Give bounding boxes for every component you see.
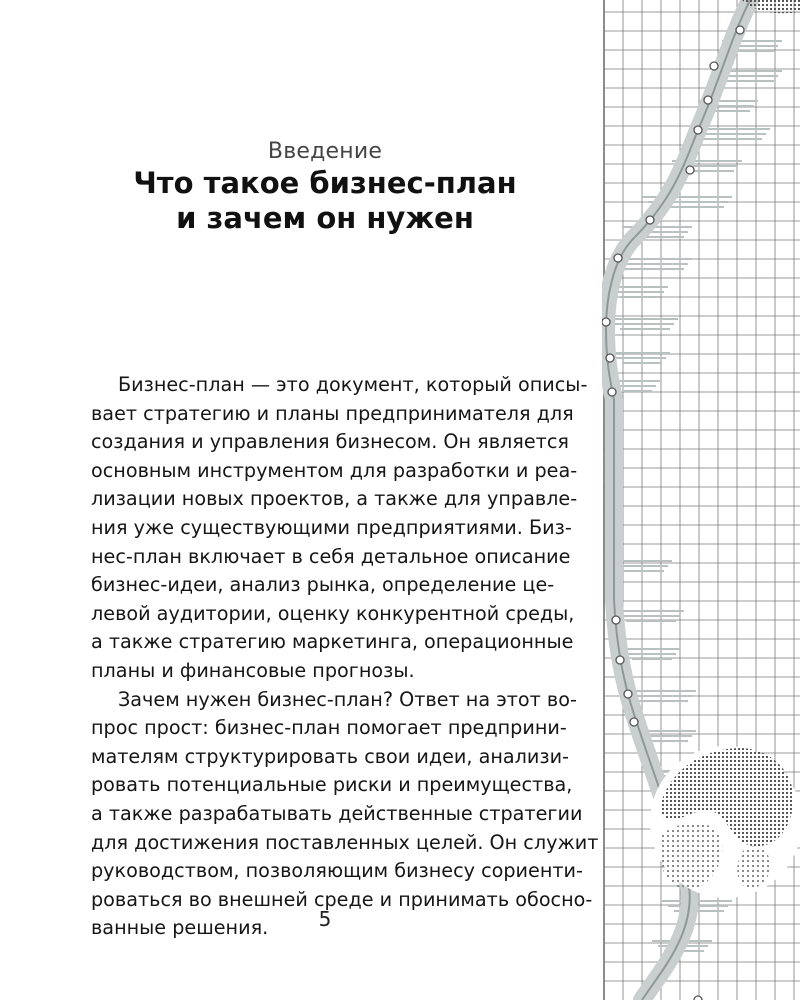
graph-point-marker <box>694 996 702 1000</box>
hatch-stroke <box>638 700 688 702</box>
hatch-stroke <box>642 196 732 198</box>
hatch-stroke <box>616 385 656 387</box>
paragraph-2-line: мателям структурировать свои идеи, анализи- <box>91 744 569 768</box>
hatch-stroke <box>702 138 762 140</box>
hatch-stroke <box>632 658 672 660</box>
section-label: Введение <box>267 139 383 164</box>
hatch-stroke <box>648 740 688 742</box>
graph-paper-chart-icon <box>602 0 800 1000</box>
hatch-stroke <box>622 362 662 364</box>
graph-point-marker <box>624 690 632 698</box>
chapter-title-line-2: и зачем он нужен <box>176 201 474 235</box>
chapter-title-line-1: Что такое бизнес-план <box>133 166 517 200</box>
hatch-stroke <box>618 263 688 265</box>
graph-point-marker <box>710 62 718 70</box>
graph-point-marker <box>704 96 712 104</box>
graph-point-marker <box>736 26 744 34</box>
graph-point-marker <box>606 354 614 362</box>
hatch-stroke <box>632 695 692 697</box>
hatch-stroke <box>614 323 674 325</box>
hatch-stroke <box>626 653 676 655</box>
paragraph-1-line: левой аудитории, оценку конкурентной среды, <box>91 601 575 625</box>
hatch-stroke <box>710 110 750 112</box>
paragraph-2-line: руководством, позволяющим бизнесу сориенти- <box>91 859 583 883</box>
paragraph-2-line: Зачем нужен бизнес-план? Ответ на этот во- <box>118 687 577 711</box>
graph-point-marker <box>630 718 638 726</box>
hatch-stroke <box>614 610 684 612</box>
hatch-stroke <box>610 352 670 354</box>
hatch-stroke <box>734 50 774 52</box>
graph-point-marker <box>646 216 654 224</box>
paragraph-1-line: ния уже существующими предприятиями. Биз- <box>91 515 572 539</box>
hatch-stroke <box>626 620 676 622</box>
paragraph-2-line: а также разрабатывать действенные стратегии <box>91 801 583 825</box>
paragraph-1-line: основным инструментом для разработки и реа- <box>91 458 578 482</box>
hatch-stroke <box>620 296 660 298</box>
page-number: 5 <box>318 907 332 931</box>
paragraph-2-line: ровать потенциальные риски и преимущества, <box>91 773 573 797</box>
graph-point-marker <box>602 318 610 326</box>
hatch-stroke <box>620 648 680 650</box>
paragraph-1-line: нес-план включает в себя детальное описание <box>91 544 571 568</box>
hatch-stroke <box>622 390 652 392</box>
paragraph-1-line: создания и управления бизнесом. Он является <box>91 430 569 454</box>
hatch-stroke <box>616 357 666 359</box>
paragraph-1-line: а также стратегию маркетинга, операционные <box>91 630 574 654</box>
graph-point-marker <box>612 616 620 624</box>
hatch-stroke <box>614 291 664 293</box>
body-text <box>91 371 599 943</box>
paragraph-2-line: ванные решения. <box>91 916 269 940</box>
graph-point-marker <box>614 254 622 262</box>
graph-point-marker <box>608 388 616 396</box>
hatch-stroke <box>724 80 774 82</box>
paragraph-1-line: планы и финансовые прогнозы. <box>91 658 415 682</box>
hatch-stroke <box>618 565 668 567</box>
paragraph-1-line: Бизнес-план — это документ, который описы- <box>118 373 588 396</box>
globe-icon <box>650 746 800 898</box>
paragraph-2-line: роваться во внешней среде и принимать обосно- <box>91 887 593 911</box>
paragraph-1-line: бизнес-идеи, анализ рынка, определение це- <box>91 573 555 597</box>
paragraph-1-line: вает стратегию и планы предпринимателя для <box>91 401 574 425</box>
hatch-stroke <box>624 570 664 572</box>
hatch-stroke <box>620 328 670 330</box>
paragraph-2-line: прос прост: бизнес-план помогает предприни- <box>91 716 567 740</box>
graph-point-marker <box>686 166 694 174</box>
paragraph-2-line: для достижения поставленных целей. Он служит <box>91 830 599 854</box>
hatch-stroke <box>608 318 678 320</box>
hatch-stroke <box>624 268 684 270</box>
graph-point-marker <box>694 126 702 134</box>
hatch-stroke <box>620 615 680 617</box>
chapter-title <box>0 166 650 236</box>
hatch-stroke <box>696 133 766 135</box>
paragraph-1-line: лизации новых проектов, а также для управле- <box>91 487 578 511</box>
graph-point-marker <box>616 656 624 664</box>
